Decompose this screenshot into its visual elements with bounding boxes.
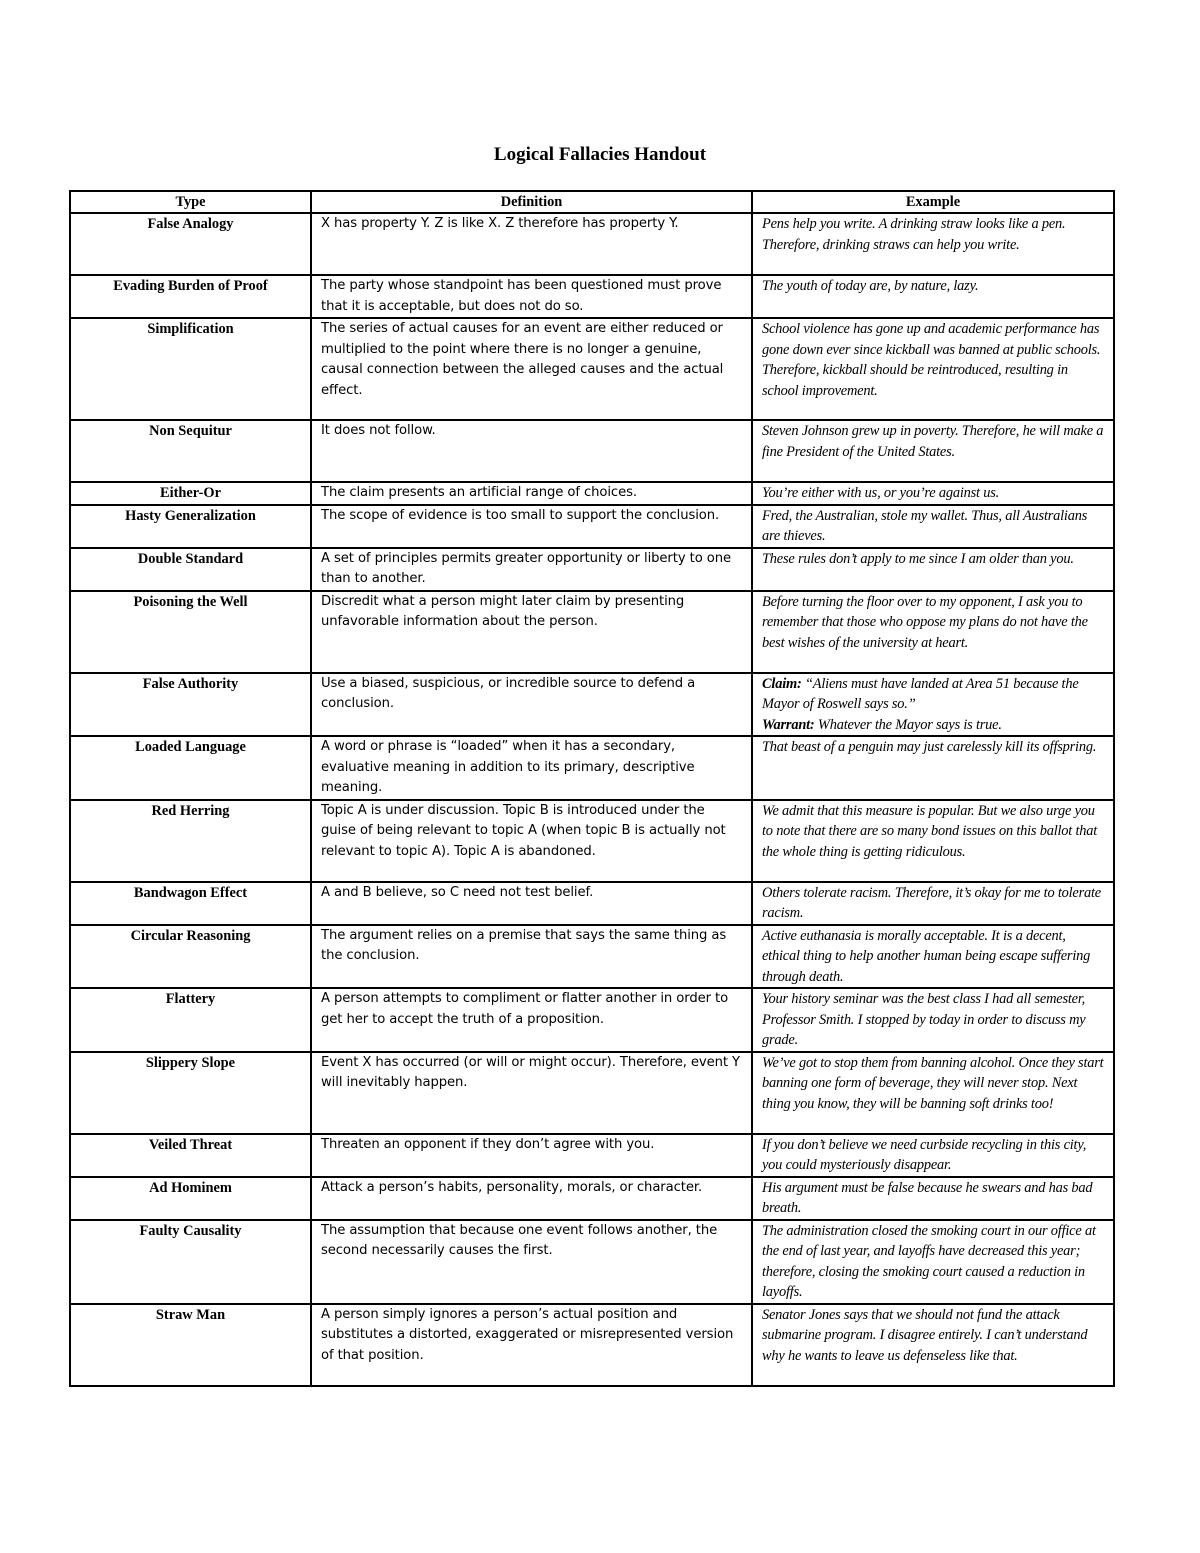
fallacy-type: Poisoning the Well xyxy=(70,591,311,673)
fallacy-definition: A word or phrase is “loaded” when it has a secondary, evaluative meaning in addition to its primary, descriptive meaning. xyxy=(311,736,752,800)
fallacy-example: His argument must be false because he swears and has bad breath. xyxy=(752,1177,1114,1220)
fallacy-example: You’re either with us, or you’re against us. xyxy=(752,482,1114,505)
fallacy-type: Simplification xyxy=(70,318,311,420)
fallacy-example: Others tolerate racism. Therefore, it’s okay for me to tolerate racism. xyxy=(752,882,1114,925)
fallacy-definition: A and B believe, so C need not test belief. xyxy=(311,882,752,925)
fallacy-definition: Use a biased, suspicious, or incredible source to defend a conclusion. xyxy=(311,673,752,737)
table-row xyxy=(70,1052,1114,1134)
fallacy-type: Faulty Causality xyxy=(70,1220,311,1304)
fallacy-definition: X has property Y. Z is like X. Z therefore has property Y. xyxy=(311,213,752,275)
fallacy-definition: The argument relies on a premise that says the same thing as the conclusion. xyxy=(311,925,752,989)
table-row xyxy=(70,673,1114,737)
fallacy-example: Senator Jones says that we should not fund the attack submarine program. I disagree entirely. I can’t understand why he wants to leave us defenseless like that. xyxy=(752,1304,1114,1386)
fallacy-example: The administration closed the smoking court in our office at the end of last year, and layoffs have decreased this year; therefore, closing the smoking court caused a reduction in layoffs. xyxy=(752,1220,1114,1304)
fallacy-definition: The scope of evidence is too small to support the conclusion. xyxy=(311,505,752,548)
table-row xyxy=(70,1134,1114,1177)
table-row xyxy=(70,882,1114,925)
fallacy-type: Evading Burden of Proof xyxy=(70,275,311,318)
header-row xyxy=(70,191,1114,213)
fallacy-example: Active euthanasia is morally acceptable. It is a decent, ethical thing to help another human being escape suffering through death. xyxy=(752,925,1114,989)
fallacy-definition: The assumption that because one event follows another, the second necessarily causes the first. xyxy=(311,1220,752,1304)
table-row xyxy=(70,800,1114,882)
fallacy-example: Your history seminar was the best class I had all semester, Professor Smith. I stopped by today in order to discuss my grade. xyxy=(752,988,1114,1052)
fallacy-definition: Threaten an opponent if they don’t agree with you. xyxy=(311,1134,752,1177)
fallacy-type: Non Sequitur xyxy=(70,420,311,482)
fallacy-definition: The party whose standpoint has been questioned must prove that it is acceptable, but does not do so. xyxy=(311,275,752,318)
fallacy-example: Fred, the Australian, stole my wallet. Thus, all Australians are thieves. xyxy=(752,505,1114,548)
table-row xyxy=(70,318,1114,420)
fallacy-definition: A set of principles permits greater opportunity or liberty to one than to another. xyxy=(311,548,752,591)
fallacy-type: Straw Man xyxy=(70,1304,311,1386)
fallacy-example: We admit that this measure is popular. But we also urge you to note that there are so many bond issues on this ballot that the whole thing is getting ridiculous. xyxy=(752,800,1114,882)
fallacy-example xyxy=(752,673,1114,737)
page-title: Logical Fallacies Handout xyxy=(493,144,707,165)
table-row xyxy=(70,505,1114,548)
fallacy-type: Bandwagon Effect xyxy=(70,882,311,925)
table-row xyxy=(70,482,1114,505)
table-row xyxy=(70,988,1114,1052)
table-row xyxy=(70,591,1114,673)
table-row xyxy=(70,1304,1114,1386)
warrant-label: Warrant: xyxy=(762,716,815,733)
fallacy-definition: Discredit what a person might later claim by presenting unfavorable information about the person. xyxy=(311,591,752,673)
fallacy-type: Slippery Slope xyxy=(70,1052,311,1134)
fallacy-example: We’ve got to stop them from banning alcohol. Once they start banning one form of beverage, they will never stop. Next thing you know, they will be banning soft drinks too! xyxy=(752,1052,1114,1134)
fallacy-definition: A person attempts to compliment or flatter another in order to get her to accept the truth of a proposition. xyxy=(311,988,752,1052)
fallacy-type: Either-Or xyxy=(70,482,311,505)
table-row xyxy=(70,925,1114,989)
claim-text: “Aliens must have landed at Area 51 because the Mayor of Roswell says so.” xyxy=(762,675,1079,712)
table-row xyxy=(70,1220,1114,1304)
table-row xyxy=(70,548,1114,591)
fallacy-definition: The claim presents an artificial range of choices. xyxy=(311,482,752,505)
fallacy-example: That beast of a penguin may just carelessly kill its offspring. xyxy=(752,736,1114,800)
table-row xyxy=(70,736,1114,800)
fallacy-definition: Event X has occurred (or will or might occur). Therefore, event Y will inevitably happen. xyxy=(311,1052,752,1134)
fallacy-example: Steven Johnson grew up in poverty. Therefore, he will make a fine President of the United States. xyxy=(752,420,1114,482)
fallacy-type: False Authority xyxy=(70,673,311,737)
fallacy-type: Ad Hominem xyxy=(70,1177,311,1220)
fallacy-type: Double Standard xyxy=(70,548,311,591)
fallacy-type: False Analogy xyxy=(70,213,311,275)
fallacy-definition: The series of actual causes for an event are either reduced or multiplied to the point where there is no longer a genuine, causal connection between the alleged causes and the actual effect. xyxy=(311,318,752,420)
warrant-text: Whatever the Mayor says is true. xyxy=(814,716,1002,733)
claim-label: Claim: xyxy=(762,675,802,692)
table-row xyxy=(70,420,1114,482)
fallacy-type: Loaded Language xyxy=(70,736,311,800)
fallacy-definition: A person simply ignores a person’s actual position and substitutes a distorted, exaggerated or misrepresented version of that position. xyxy=(311,1304,752,1386)
fallacies-table xyxy=(69,190,1115,1387)
fallacy-type: Red Herring xyxy=(70,800,311,882)
column-header-definition: Definition xyxy=(311,191,752,213)
fallacy-example: Before turning the floor over to my opponent, I ask you to remember that those who oppose my plans do not have the best wishes of the university at heart. xyxy=(752,591,1114,673)
fallacy-type: Veiled Threat xyxy=(70,1134,311,1177)
table-row xyxy=(70,275,1114,318)
table-row xyxy=(70,1177,1114,1220)
table-row xyxy=(70,213,1114,275)
fallacy-example: If you don’t believe we need curbside recycling in this city, you could mysteriously disappear. xyxy=(752,1134,1114,1177)
fallacy-type: Flattery xyxy=(70,988,311,1052)
fallacy-type: Hasty Generalization xyxy=(70,505,311,548)
fallacy-example: The youth of today are, by nature, lazy. xyxy=(752,275,1114,318)
fallacy-type: Circular Reasoning xyxy=(70,925,311,989)
fallacy-example: Pens help you write. A drinking straw looks like a pen. Therefore, drinking straws can help you write. xyxy=(752,213,1114,275)
fallacy-definition: It does not follow. xyxy=(311,420,752,482)
fallacy-example: These rules don’t apply to me since I am older than you. xyxy=(752,548,1114,591)
column-header-type: Type xyxy=(70,191,311,213)
column-header-example: Example xyxy=(752,191,1114,213)
fallacy-example: School violence has gone up and academic performance has gone down ever since kickball was banned at public schools. Therefore, kickball should be reintroduced, resulting in school improvement. xyxy=(752,318,1114,420)
fallacy-definition: Topic A is under discussion. Topic B is introduced under the guise of being relevant to topic A (when topic B is actually not relevant to topic A). Topic A is abandoned. xyxy=(311,800,752,882)
fallacy-definition: Attack a person’s habits, personality, morals, or character. xyxy=(311,1177,752,1220)
